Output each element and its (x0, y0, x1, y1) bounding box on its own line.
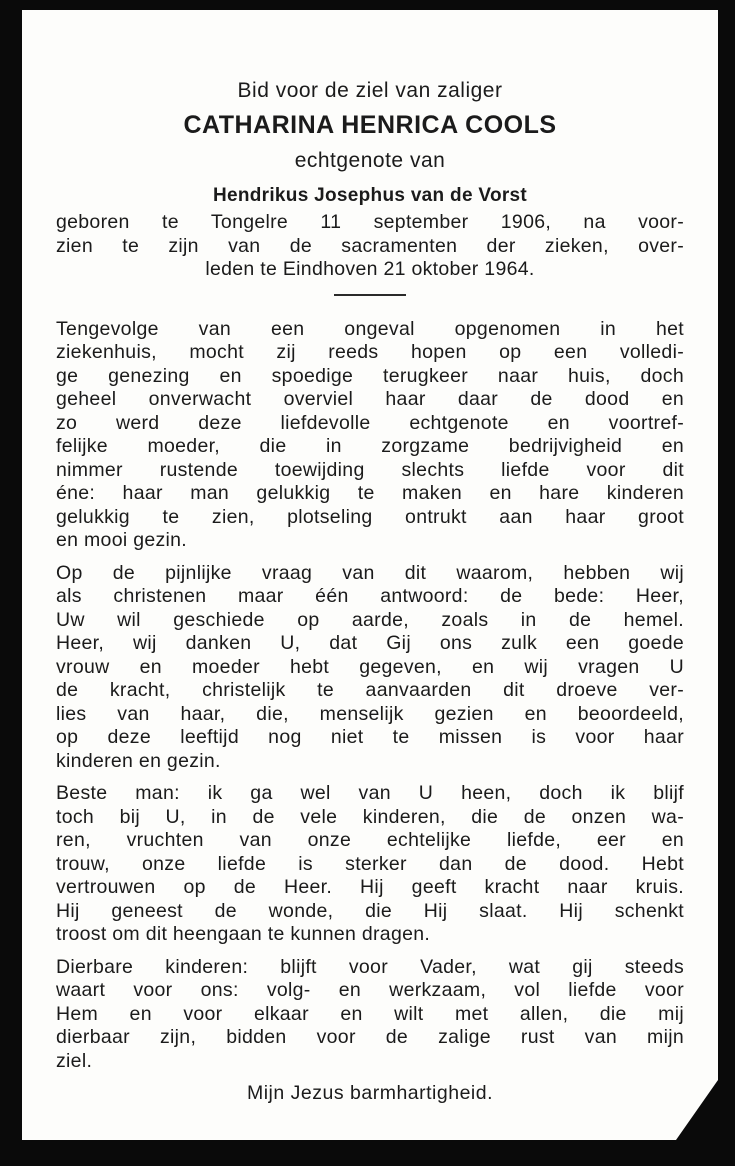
paragraph-line: Dierbare kinderen: blijft voor Vader, wat gij steeds (56, 955, 684, 978)
paragraph-line: dierbaar zijn, bidden voor de zalige rust van mijn (56, 1026, 684, 1048)
paragraph-line: Tengevolge van een ongeval opgenomen in het (56, 317, 684, 340)
paragraph-line: Hij geneest de wonde, die Hij slaat. Hij schenkt (56, 899, 684, 922)
deceased-name: CATHARINA HENRICA COOLS (183, 111, 557, 139)
paragraph (56, 782, 684, 947)
paragraph-line: ziekenhuis, mocht zij reeds hopen op een volledi- (56, 341, 684, 363)
birth-line: geboren te Tongelre 11 september 1906, na voor- (56, 211, 684, 233)
paragraph (56, 956, 684, 1074)
paragraph-line: lies van haar, die, menselijk gezien en beoordeeld, (56, 702, 684, 725)
paragraph-line: ziel. (56, 1049, 93, 1072)
paragraph-line: waart voor ons: volg- en werkzaam, vol liefde voor (56, 979, 684, 1001)
paragraph-line: gelukkig te zien, plotseling ontrukt aan haar groot (56, 505, 684, 528)
intro-line: Bid voor de ziel van zaliger (237, 79, 503, 102)
paragraph-line: nimmer rustende toewijding slechts liefde voor dit (56, 458, 684, 481)
paragraph-line: als christenen maar één antwoord: de bede: Heer, (56, 585, 684, 607)
paragraph-line: Beste man: ik ga wel van U heen, doch ik blijf (56, 782, 684, 804)
paragraph-line: de kracht, christelijk te aanvaarden dit droeve ver- (56, 679, 684, 701)
paragraph-line: op deze leeftijd nog niet te missen is voor haar (56, 726, 684, 748)
birth-line: zien te zijn van de sacramenten der zieken, over- (56, 234, 684, 257)
birth-death-block (56, 211, 684, 282)
paragraph-line: troost om dit heengaan te kunnen dragen. (56, 923, 431, 945)
paragraph-line: geheel onverwacht overviel haar daar de dood en (56, 388, 684, 410)
paragraph-line: ren, vruchten van onze echtelijke liefde, eer en (56, 829, 684, 851)
paragraph-line: vertrouwen op de Heer. Hij geeft kracht naar kruis. (56, 876, 684, 898)
paragraph-line: kinderen en gezin. (56, 749, 221, 772)
memorial-card (22, 10, 718, 1140)
paragraph (56, 318, 684, 553)
divider (334, 294, 406, 296)
spouse-name: Hendrikus Josephus van de Vorst (212, 185, 528, 206)
paragraph-line: trouw, onze liefde is sterker dan de dood. Hebt (56, 852, 684, 875)
spouse-label: echtgenote van (294, 149, 446, 172)
body-text (56, 318, 684, 1074)
paragraph-line: vrouw en moeder hebt gegeven, en wij vragen U (56, 655, 684, 678)
paragraph-line: toch bij U, in de vele kinderen, die de onzen wa- (56, 805, 684, 828)
closing-prayer: Mijn Jezus barmhartigheid. (246, 1082, 494, 1104)
paragraph-line: ge genezing en spoedige terugkeer naar huis, doch (56, 364, 684, 387)
birth-line: leden te Eindhoven 21 oktober 1964. (205, 258, 535, 280)
paragraph-line: Uw wil geschiede op aarde, zoals in de hemel. (56, 608, 684, 631)
paragraph-line: éne: haar man gelukkig te maken en hare kinderen (56, 482, 684, 504)
paragraph-line: felijke moeder, die in zorgzame bedrijvigheid en (56, 435, 684, 457)
paragraph-line: Op de pijnlijke vraag van dit waarom, hebben wij (56, 561, 684, 584)
paragraph (56, 562, 684, 774)
paragraph-line: en mooi gezin. (56, 529, 188, 551)
paragraph-line: Heer, wij danken U, dat Gij ons zulk een goede (56, 632, 684, 654)
paragraph-line: zo werd deze liefdevolle echtgenote en voortref- (56, 411, 684, 434)
torn-corner (676, 1080, 718, 1140)
paragraph-line: Hem en voor elkaar en wilt met allen, die mij (56, 1002, 684, 1025)
